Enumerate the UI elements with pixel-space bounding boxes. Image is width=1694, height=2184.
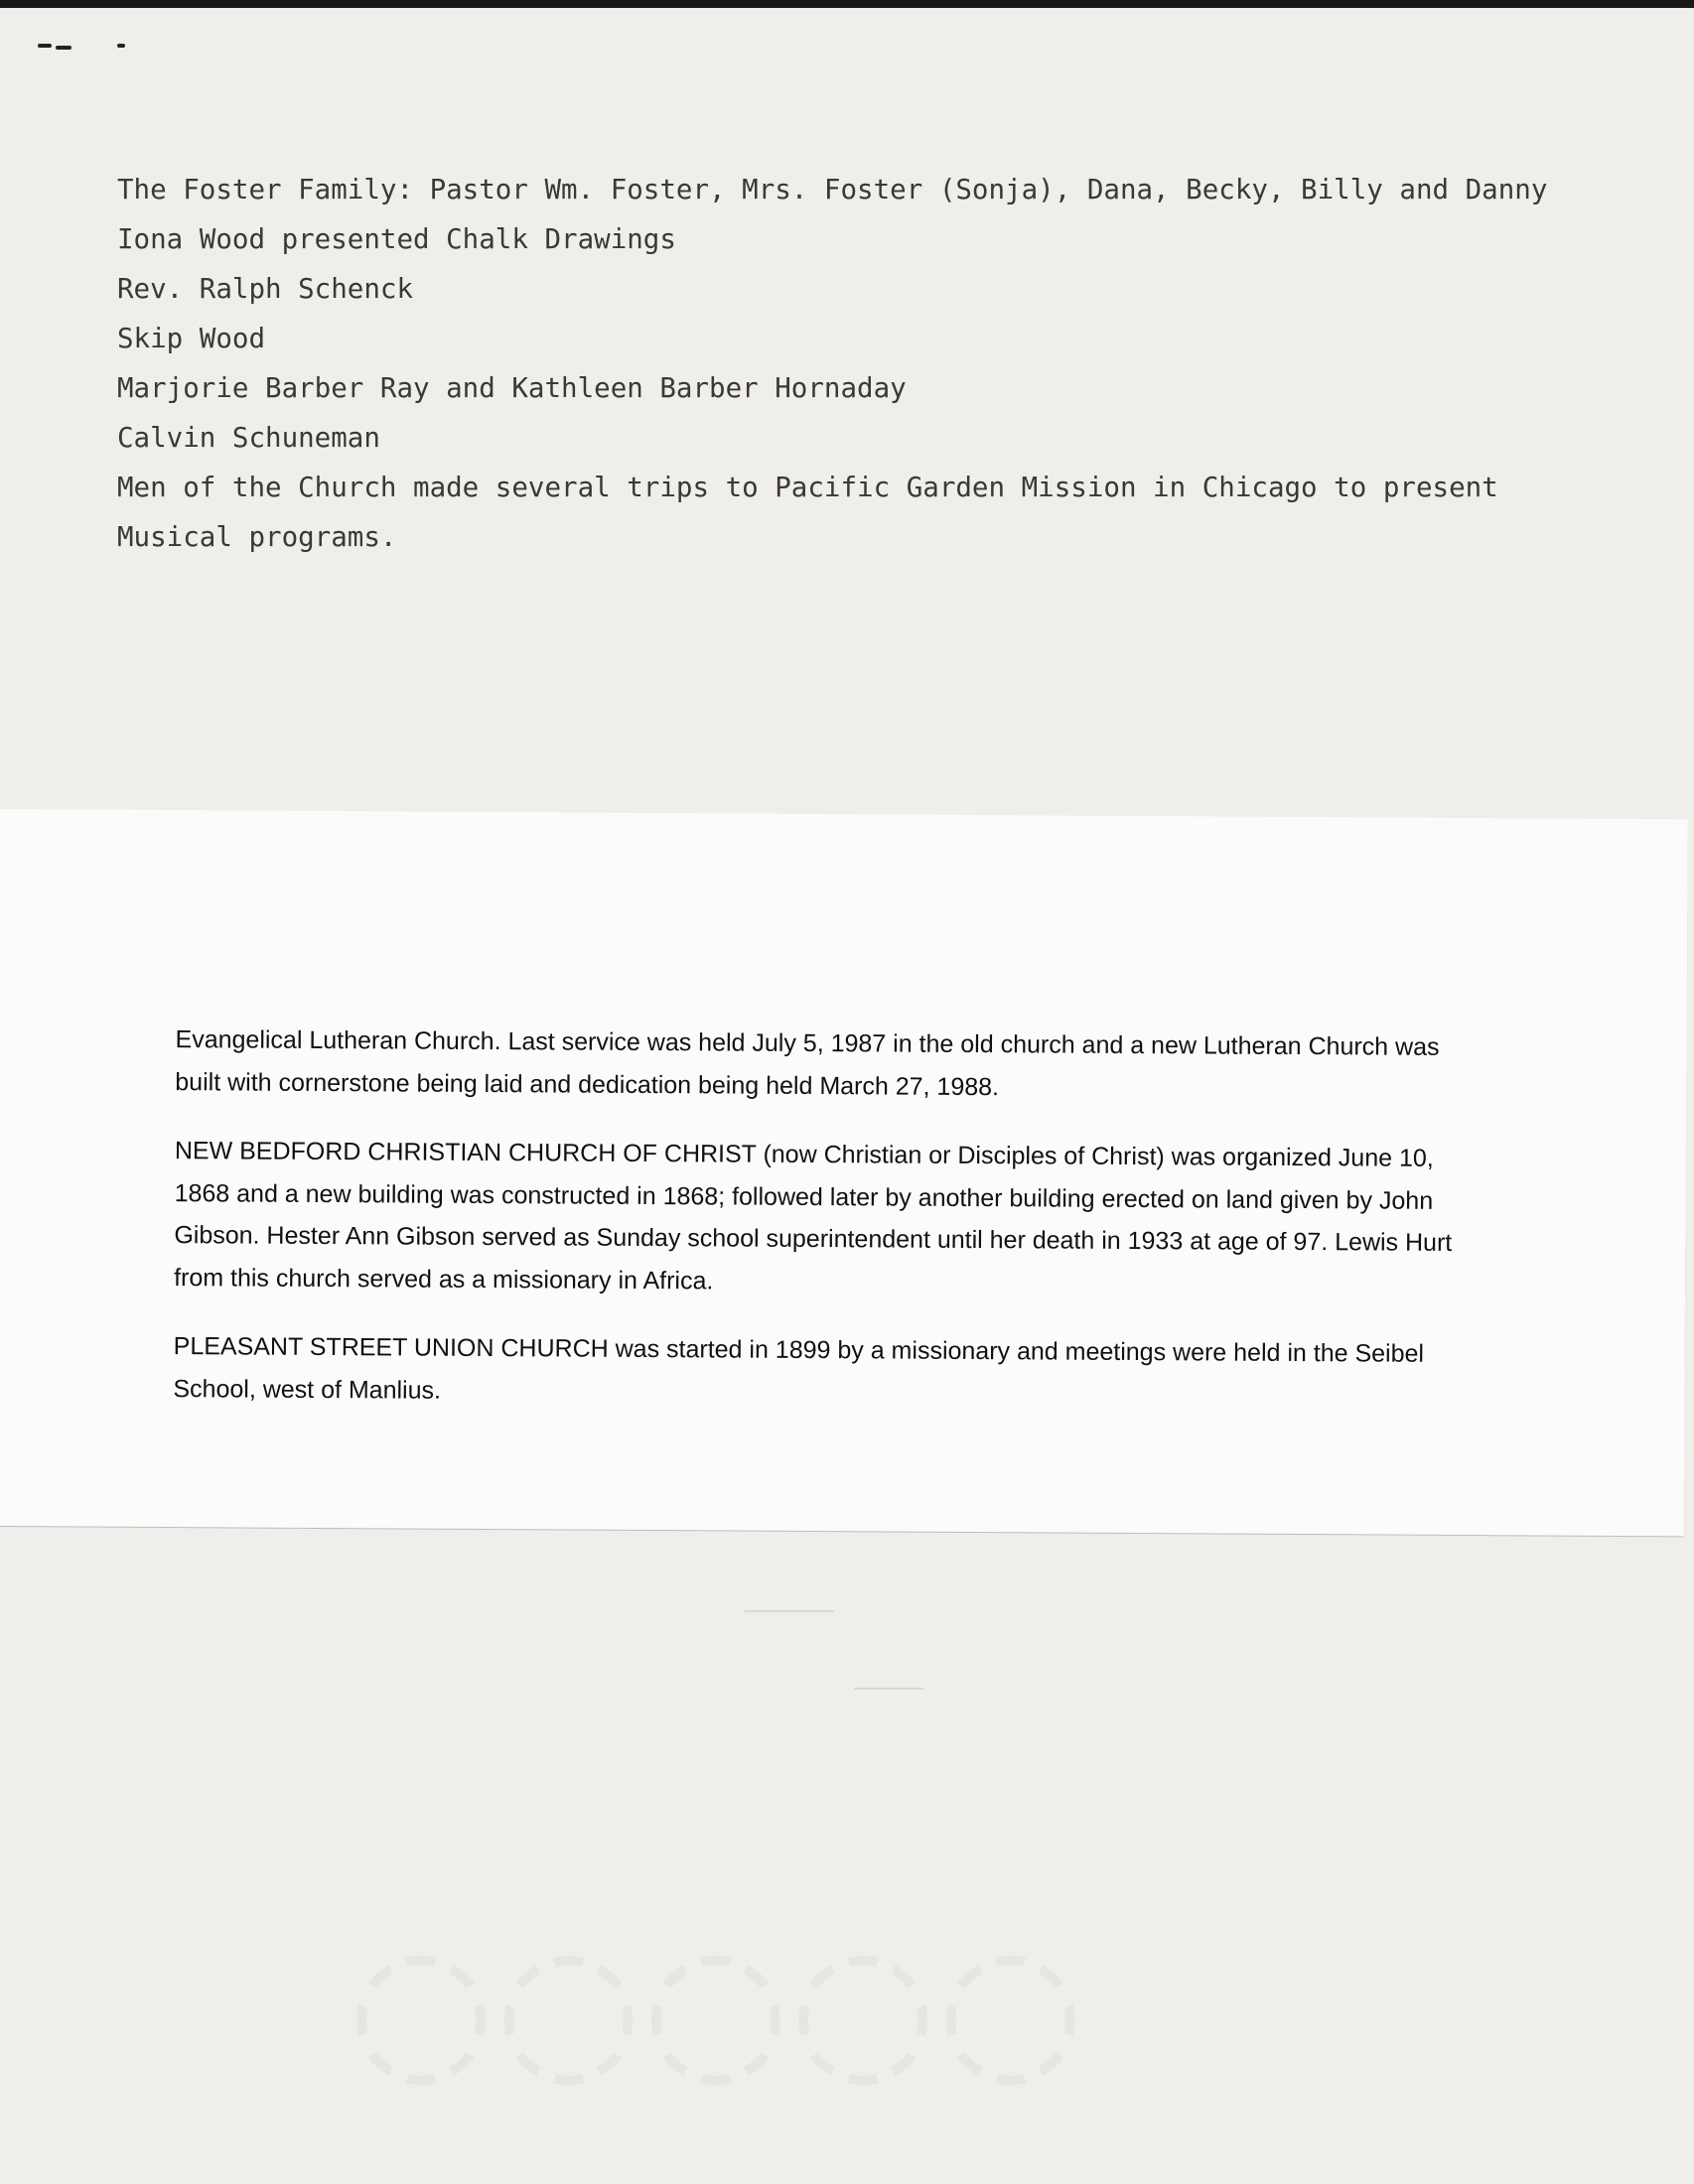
typed-line: Skip Wood bbox=[117, 323, 266, 354]
paragraph-pleasant-street: PLEASANT STREET UNION CHURCH was started in 1899 by a missionary and meetings were held in the Seibel School, west of Manlius. bbox=[173, 1332, 1425, 1405]
typed-line: Iona Wood presented Chalk Drawings bbox=[117, 223, 676, 255]
typed-notes bbox=[117, 165, 1587, 562]
typed-line: The Foster Family: Pastor Wm. Foster, Mrs. Foster (Sonja), Dana, Becky, Billy and Danny bbox=[117, 174, 1548, 205]
pasted-printout bbox=[0, 809, 1688, 1536]
scan-top-edge bbox=[0, 0, 1694, 8]
paper-smudge bbox=[745, 1610, 834, 1612]
corner-mark bbox=[56, 46, 71, 50]
printout-text bbox=[173, 1019, 1486, 1444]
typed-line: Men of the Church made several trips to Pacific Garden Mission in Chicago to present bbox=[117, 472, 1498, 503]
paper-smudge bbox=[854, 1688, 923, 1690]
corner-mark bbox=[38, 44, 52, 48]
typed-line: Calvin Schuneman bbox=[117, 422, 380, 454]
bleed-through-mark: ◌◌◌◌◌ bbox=[348, 1936, 1084, 2132]
paragraph-lutheran: Evangelical Lutheran Church. Last service was held July 5, 1987 in the old church and a new Lutheran Church was built with cornerstone being laid and dedication being held March 27, 1988. bbox=[175, 1025, 1440, 1101]
typed-line: Musical programs. bbox=[117, 521, 397, 553]
typed-line: Rev. Ralph Schenck bbox=[117, 273, 414, 305]
typed-line: Marjorie Barber Ray and Kathleen Barber Hornaday bbox=[117, 372, 907, 404]
paragraph-new-bedford: NEW BEDFORD CHRISTIAN CHURCH OF CHRIST (now Christian or Disciples of Christ) was organized June 10, 1868 and a new building was constructed in 1868; followed later by another building erected on land given by John Gibson. Hester Ann Gibson served as Sunday school superintendent until her death in 1933 at age of 97. Lewis Hurt from this church served as a missionary in Africa. bbox=[174, 1137, 1453, 1295]
corner-mark bbox=[117, 44, 125, 48]
